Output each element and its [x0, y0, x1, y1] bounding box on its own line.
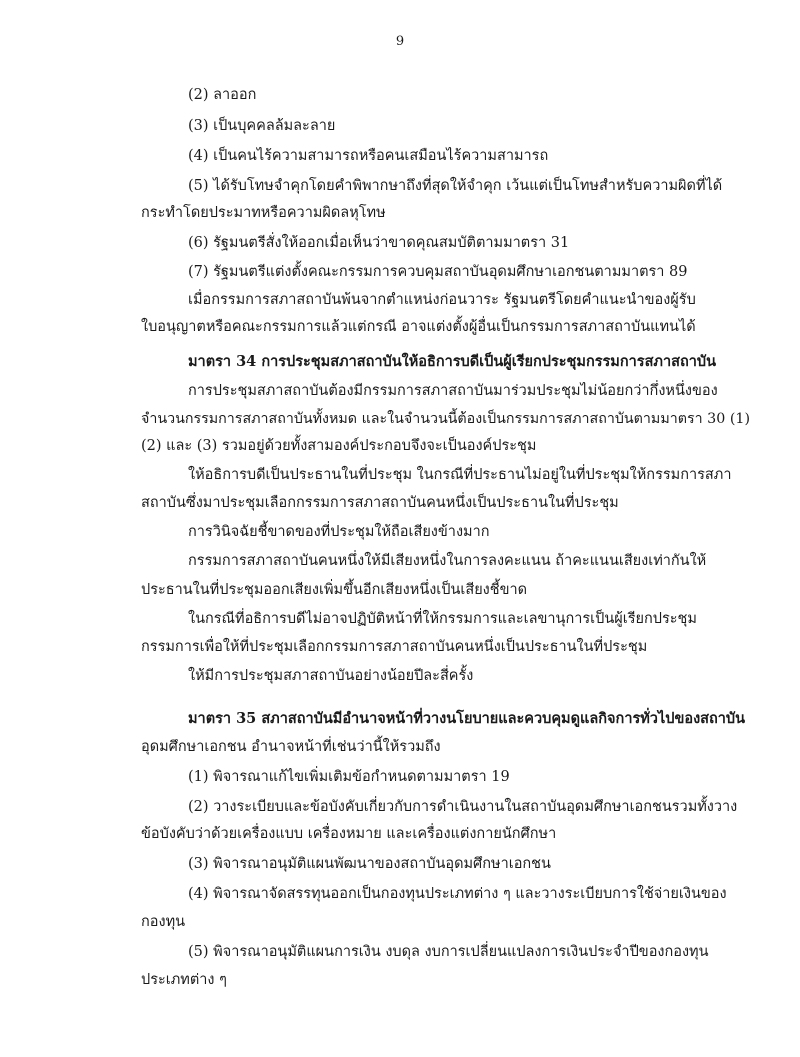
text-line: กองทุน [141, 914, 186, 930]
text-line: กรรมการเพื่อให้ที่ประชุมเลือกกรรมการสภาสถาบันคนหนึ่งเป็นประธานในที่ประชุม [141, 639, 648, 655]
list-item: (5) พิจารณาอนุมัติแผนการเงิน งบดุล งบการเปลี่ยนแปลงการเงินประจำปีของกองทุน [188, 944, 709, 960]
text-line: ให้มีการประชุมสภาสถาบันอย่างน้อยปีละสี่ครั้ง [188, 668, 474, 684]
text-line: ประเภทต่าง ๆ [141, 972, 227, 988]
text-line: สถาบันซึ่งมาประชุมเลือกกรรมการสภาสถาบันคนหนึ่งเป็นประธานในที่ประชุม [141, 495, 619, 511]
text-line: ให้อธิการบดีเป็นประธานในที่ประชุม ในกรณีที่ประธานไม่อยู่ในที่ประชุมให้กรรมการสภา [188, 467, 732, 483]
text-line: การประชุมสภาสถาบันต้องมีกรรมการสภาสถาบันมาร่วมประชุมไม่น้อยกว่ากึ่งหนึ่งของ [188, 383, 718, 399]
text-line: เมื่อกรรมการสภาสถาบันพ้นจากตำแหน่งก่อนวาระ รัฐมนตรีโดยคำแนะนำของผู้รับ [188, 292, 696, 308]
list-item: (4) เป็นคนไร้ความสามารถหรือคนเสมือนไร้ความสามารถ [188, 148, 549, 164]
list-item: (7) รัฐมนตรีแต่งตั้งคณะกรรมการควบคุมสถาบันอุดมศึกษาเอกชนตามมาตรา 89 [188, 264, 688, 280]
list-item: (1) พิจารณาแก้ไขเพิ่มเติมข้อกำหนดตามมาตรา 19 [188, 769, 510, 785]
list-item: (6) รัฐมนตรีสั่งให้ออกเมื่อเห็นว่าขาดคุณสมบัติตามมาตรา 31 [188, 235, 570, 251]
text-line: ประธานในที่ประชุมออกเสียงเพิ่มขึ้นอีกเสียงหนึ่งเป็นเสียงชี้ขาด [141, 582, 528, 598]
text-line: ใบอนุญาตหรือคณะกรรมการแล้วแต่กรณี อาจแต่งตั้งผู้อื่นเป็นกรรมการสภาสถาบันแทนได้ [141, 319, 696, 335]
section-heading: มาตรา 34 การประชุมสภาสถาบันให้อธิการบดีเป็นผู้เรียกประชุมกรรมการสภาสถาบัน [188, 353, 717, 370]
text-line: การวินิจฉัยชี้ขาดของที่ประชุมให้ถือเสียงข้างมาก [188, 524, 490, 540]
page-number: 9 [395, 34, 405, 49]
section-heading: มาตรา 35 สภาสถาบันมีอำนาจหน้าที่วางนโยบายและควบคุมดูแลกิจการทั่วไปของสถาบัน [188, 710, 746, 727]
text-line: กรรมการสภาสถาบันคนหนึ่งให้มีเสียงหนึ่งในการลงคะแนน ถ้าคะแนนเสียงเท่ากันให้ [188, 553, 707, 569]
text-line: จำนวนกรรมการสภาสถาบันทั้งหมด และในจำนวนนี้ต้องเป็นกรรมการสภาสถาบันตามมาตรา 30 (1) [141, 411, 750, 427]
list-item: (3) เป็นบุคคลล้มละลาย [188, 118, 336, 134]
list-item: (2) ลาออก [188, 87, 257, 103]
list-item: (5) ได้รับโทษจำคุกโดยคำพิพากษาถึงที่สุดให้จำคุก เว้นแต่เป็นโทษสำหรับความผิดที่ได้ [188, 178, 723, 194]
text-line: (2) และ (3) รวมอยู่ด้วยทั้งสามองค์ประกอบจึงจะเป็นองค์ประชุม [141, 438, 537, 454]
text-line: อุดมศึกษาเอกชน อำนาจหน้าที่เช่นว่านี้ให้รวมถึง [141, 739, 441, 755]
list-item: (4) พิจารณาจัดสรรทุนออกเป็นกองทุนประเภทต่าง ๆ และวางระเบียบการใช้จ่ายเงินของ [188, 886, 727, 902]
text-line: ข้อบังคับว่าด้วยเครื่องแบบ เครื่องหมาย และเครื่องแต่งกายนักศึกษา [141, 826, 557, 842]
list-item: (2) วางระเบียบและข้อบังคับเกี่ยวกับการดำเนินงานในสถาบันอุดมศึกษาเอกชนรวมทั้งวาง [188, 799, 738, 815]
text-line: กระทำโดยประมาทหรือความผิดลหุโทษ [141, 205, 386, 221]
text-line: ในกรณีที่อธิการบดีไม่อาจปฏิบัติหน้าที่ให้กรรมการและเลขานุการเป็นผู้เรียกประชุม [188, 611, 697, 627]
list-item: (3) พิจารณาอนุมัติแผนพัฒนาของสถาบันอุดมศึกษาเอกชน [188, 856, 551, 872]
